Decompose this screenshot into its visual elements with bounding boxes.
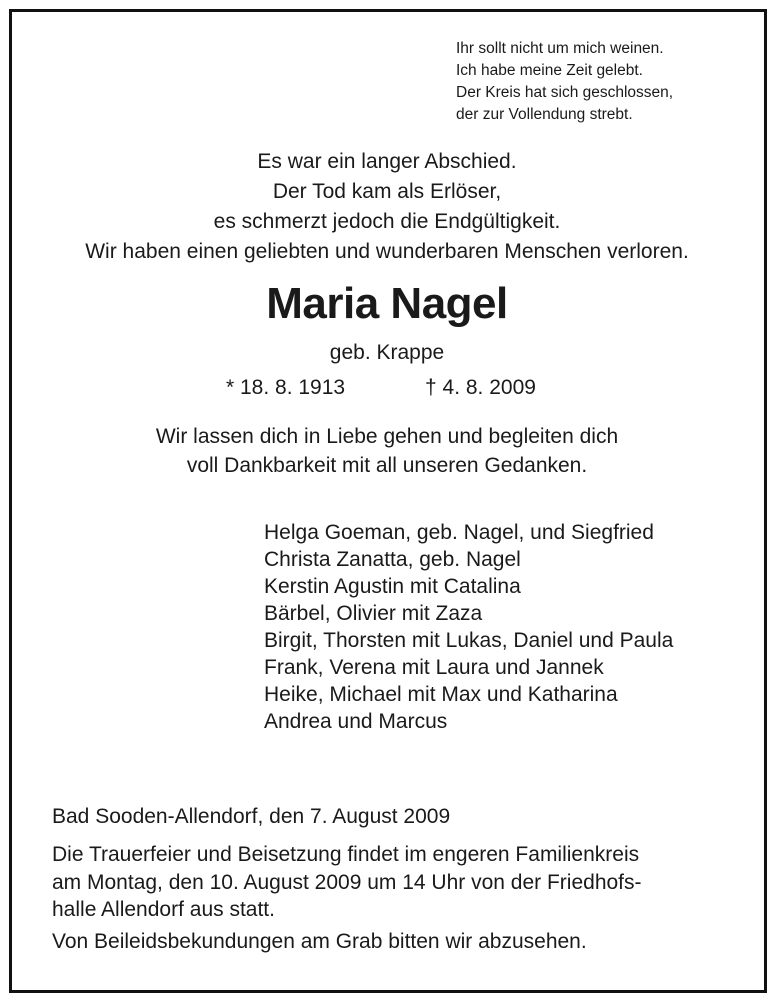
mourner-entry: Helga Goeman, geb. Nagel, und Siegfried [264, 521, 654, 544]
ceremony-line: am Montag, den 10. August 2009 um 14 Uhr von der Friedhofs- [52, 870, 642, 894]
mourner-entry: Frank, Verena mit Laura und Jannek [264, 656, 604, 679]
mourner-entry: Birgit, Thorsten mit Lukas, Daniel und Paula [264, 629, 674, 652]
motto-line: der zur Vollendung strebt. [456, 106, 633, 123]
ceremony-info [52, 841, 742, 924]
maiden-name: geb. Krappe [329, 341, 445, 364]
motto-poem [456, 38, 756, 126]
farewell-line: voll Dankbarkeit mit all unseren Gedanken. [186, 454, 588, 477]
intro-line: Wir haben einen geliebten und wunderbaren Menschen verloren. [85, 240, 689, 263]
ceremony-line: halle Allendorf aus statt. [52, 898, 275, 921]
motto-line: Der Kreis hat sich geschlossen, [456, 84, 674, 101]
condolence-note: Von Beileidsbekundungen am Grab bitten wir abzusehen. [52, 930, 587, 953]
intro-line: Der Tod kam als Erlöser, [272, 180, 502, 203]
mourner-entry: Andrea und Marcus [264, 710, 448, 733]
farewell-line: Wir lassen dich in Liebe gehen und begleiten dich [155, 425, 619, 448]
mourner-entry: Christa Zanatta, geb. Nagel [264, 548, 521, 571]
deceased-name: Maria Nagel [266, 279, 508, 328]
motto-line: Ihr sollt nicht um mich weinen. [456, 40, 664, 57]
mourners-list [264, 519, 754, 735]
death-date: † 4. 8. 2009 [425, 376, 536, 399]
mourner-entry: Kerstin Agustin mit Catalina [264, 575, 521, 598]
mourner-entry: Bärbel, Olivier mit Zaza [264, 602, 483, 625]
intro-line: es schmerzt jedoch die Endgültigkeit. [213, 210, 561, 233]
motto-line: Ich habe meine Zeit gelebt. [456, 62, 643, 79]
ceremony-line: Die Trauerfeier und Beisetzung findet im engeren Familienkreis [52, 843, 640, 866]
intro-line: Es war ein langer Abschied. [257, 150, 517, 173]
place-and-date: Bad Sooden-Allendorf, den 7. August 2009 [52, 805, 451, 828]
birth-date: * 18. 8. 1913 [226, 376, 346, 399]
intro-text [20, 147, 754, 267]
farewell-text [20, 422, 754, 480]
mourner-entry: Heike, Michael mit Max und Katharina [264, 683, 618, 706]
